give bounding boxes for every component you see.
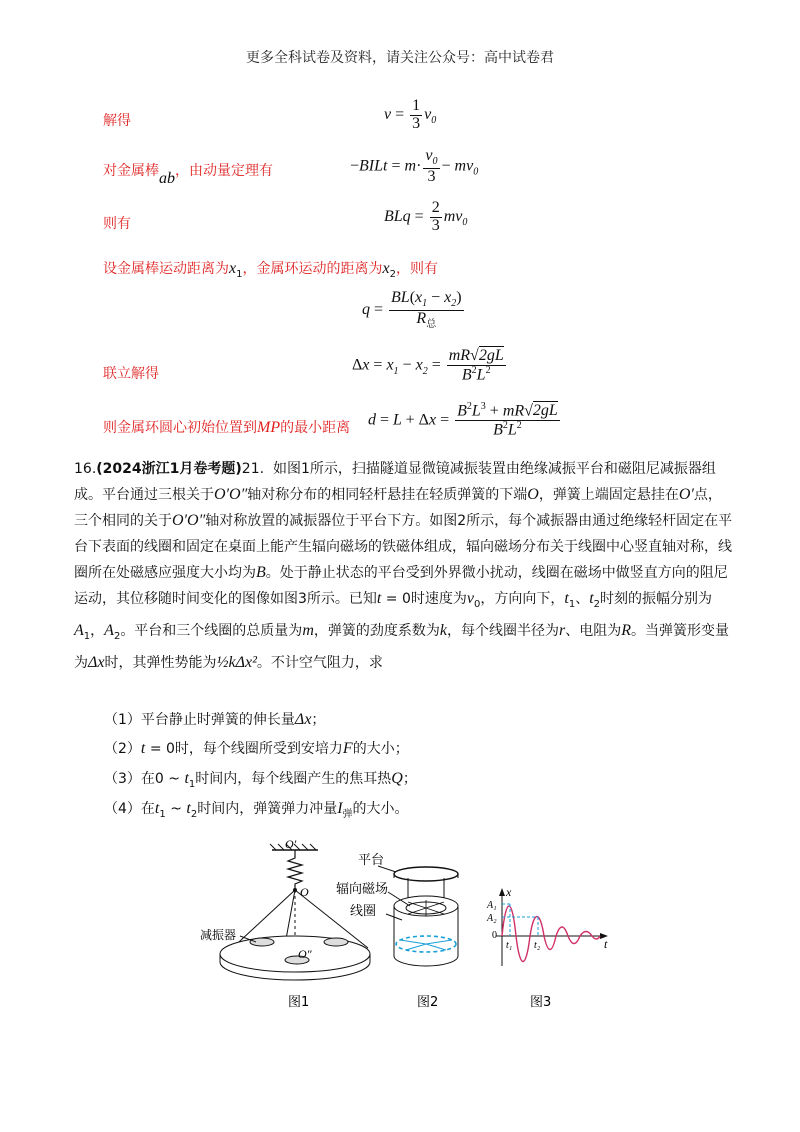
label-t-axis: t (604, 937, 608, 951)
fig2-coil (378, 866, 458, 966)
label-A2: A₂ (487, 913, 497, 924)
caption-fig1: 图1 (288, 995, 310, 1010)
label-t2: t₂ (534, 940, 541, 951)
problem-paragraph: 16.(2024浙江1月卷考题)21. 如图1所示，扫描隧道显微镜减振装置由绝缘减振平台和磁阻尼减振器组成。平台通过三根关于O′O″轴对称分布的相同轻杆悬挂在轻质弹簧的下端O，弹簧上端固定悬挂在O′点，三个相同的关于O′O″轴对称放置的减振器位于平台下方。如图2所示，每个减振器由通过绝缘轻杆固定在平台下表面的线圈和固定在桌面上能产生辐向磁场的铁磁体组成，辐向磁场分布关于线圈中心竖直轴对称，线圈所在处磁感应强度大小均为B。处于静止状态的平台受到外界微小扰动，线圈在磁场中做竖直方向的阻尼运动，其位移随时间变化的图像如图3所示。已知t = 0时速度为$v_0$，方向向下，$t_1$、$t_2$时刻的振幅分别为$A_1$，$A_2$。平台和三个线圈的总质量为m，弹簧的劲度系数为k，每个线圈半径为r、电阻为R。当弹簧形变量为Δx时，其弹性势能为½kΔx²。不计空气阻力，求 (74, 461, 733, 671)
step1-label: 解得 (103, 113, 131, 129)
label-O-dprime: O″ (298, 947, 312, 961)
label-O: O (300, 885, 309, 899)
formula-q: q = $\frac{BL(x_1 - x_2)}{R_总}$ (362, 289, 462, 330)
question-3: （3）在0 ~ $t_1$时间内，每个线圈产生的焦耳热Q； (104, 770, 417, 790)
formula-d: d = L + Δx = $\frac{B^2L^3 + mR√2gL}{B^2L^2}$ (368, 401, 558, 439)
formula-v: v = $\frac{1}{3}$ $v_0$ (384, 97, 437, 132)
label-platform: 平台 (358, 853, 385, 868)
label-damper: 减振器 (200, 928, 237, 942)
label-zero: 0 (492, 930, 497, 941)
caption-fig2: 图2 (417, 995, 439, 1010)
label-radial: 辐向磁场 (336, 882, 389, 897)
step5-label: 联立解得 (103, 366, 159, 382)
caption-fig3: 图3 (530, 995, 552, 1010)
label-x-axis: x (506, 885, 512, 899)
fig1-apparatus (220, 844, 370, 980)
step4-text: 设金属棒运动距离为$x_1$，金属环运动的距离为$x_2$，则有 (103, 260, 438, 280)
figure-diagram (200, 836, 620, 1016)
formula-blq: BLq = $\frac{2}{3}$ $mv_0$ (384, 199, 468, 234)
question-4: （4）在$t_1$ ~ $t_2$时间内，弹簧弹力冲量$I_弹$的大小。 (104, 800, 409, 820)
step3-label: 则有 (103, 216, 131, 232)
question-2: （2）t = 0时，每个线圈所受到安培力F的大小； (104, 740, 409, 757)
label-coil: 线圈 (350, 904, 377, 919)
formula-momentum: −BILt = m· $\frac{v_0}{3}$ − $mv_0$ (350, 147, 479, 185)
label-A1: A₁ (487, 900, 497, 911)
step2-label: 对金属棒ab，由动量定理有 (103, 163, 273, 187)
label-O-prime: O′ (285, 837, 297, 851)
page-header: 更多全科试卷及资料，请关注公众号：高中试卷君 (246, 50, 554, 66)
label-t1: t₁ (506, 940, 513, 951)
step6-text: 则金属环圆心初始位置到MP的最小距离 (103, 419, 351, 436)
question-1: （1）平台静止时弹簧的伸长量Δx； (104, 711, 326, 728)
fig3-graph (496, 888, 608, 966)
formula-dx: $\Delta x = x_1 - x_2$ = $\frac{mR√2gL}{B^2L^2}$ (352, 347, 504, 384)
